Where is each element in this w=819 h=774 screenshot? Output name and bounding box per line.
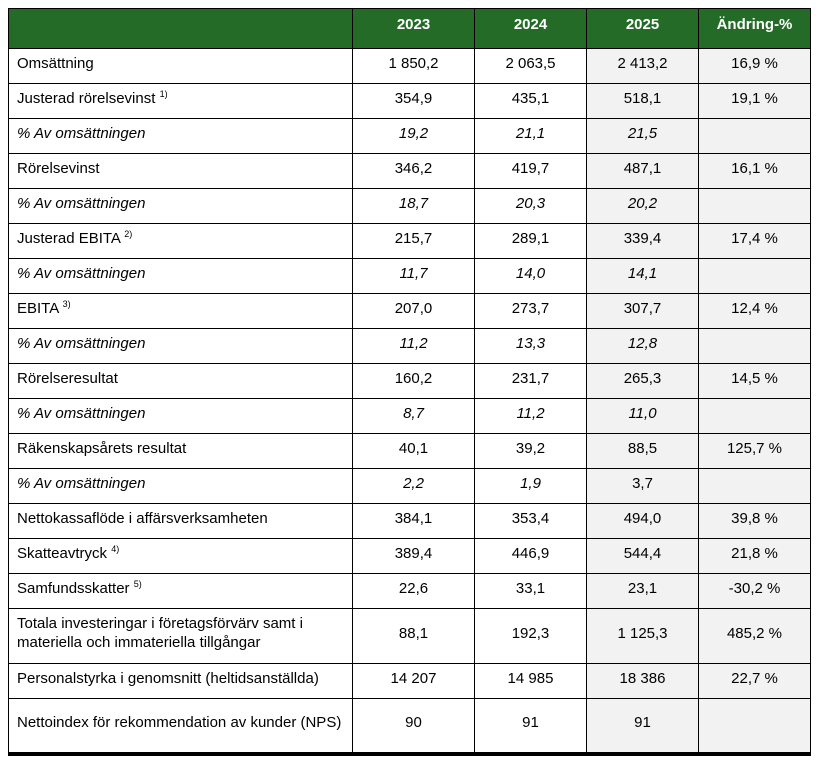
cell-2023: 389,4 bbox=[353, 539, 475, 574]
row-label: Justerad rörelsevinst $^{1)}$ bbox=[9, 84, 353, 119]
table-row bbox=[9, 119, 811, 154]
cell-2024: 353,4 bbox=[475, 504, 587, 539]
header-cell-2024: 2024 bbox=[475, 9, 587, 49]
table-body bbox=[9, 49, 811, 754]
cell-2024: 419,7 bbox=[475, 154, 587, 189]
cell-2024: 446,9 bbox=[475, 539, 587, 574]
row-label: % Av omsättningen bbox=[9, 259, 353, 294]
row-label: Personalstyrka i genomsnitt (heltidsanställda) bbox=[9, 664, 353, 699]
cell-2025: 23,1 bbox=[587, 574, 699, 609]
cell-2023: 40,1 bbox=[353, 434, 475, 469]
cell-change: 16,1 % bbox=[699, 154, 811, 189]
cell-2025: 12,8 bbox=[587, 329, 699, 364]
header-cell-empty bbox=[9, 9, 353, 49]
table-row bbox=[9, 259, 811, 294]
row-label: Justerad EBITA $^{2)}$ bbox=[9, 224, 353, 259]
cell-change: 17,4 % bbox=[699, 224, 811, 259]
cell-2023: 215,7 bbox=[353, 224, 475, 259]
cell-2025: 265,3 bbox=[587, 364, 699, 399]
table-row bbox=[9, 399, 811, 434]
cell-2024: 435,1 bbox=[475, 84, 587, 119]
cell-2024: 33,1 bbox=[475, 574, 587, 609]
row-label: Räkenskapsårets resultat bbox=[9, 434, 353, 469]
cell-change: 485,2 % bbox=[699, 609, 811, 664]
cell-change: 39,8 % bbox=[699, 504, 811, 539]
table-row bbox=[9, 84, 811, 119]
cell-2023: 90 bbox=[353, 699, 475, 754]
table-row bbox=[9, 609, 811, 664]
footnote-reference: 3) bbox=[62, 299, 71, 309]
cell-2023: 14 207 bbox=[353, 664, 475, 699]
cell-change: 12,4 % bbox=[699, 294, 811, 329]
row-label: % Av omsättningen bbox=[9, 399, 353, 434]
cell-2025: 1 125,3 bbox=[587, 609, 699, 664]
cell-2025: 14,1 bbox=[587, 259, 699, 294]
cell-2025: 487,1 bbox=[587, 154, 699, 189]
cell-2023: 8,7 bbox=[353, 399, 475, 434]
row-label: Samfundsskatter $^{5)}$ bbox=[9, 574, 353, 609]
row-label: % Av omsättningen bbox=[9, 119, 353, 154]
cell-2024: 2 063,5 bbox=[475, 49, 587, 84]
header-cell-2025: 2025 bbox=[587, 9, 699, 49]
table-row bbox=[9, 329, 811, 364]
cell-2025: 518,1 bbox=[587, 84, 699, 119]
cell-change: 22,7 % bbox=[699, 664, 811, 699]
table-row bbox=[9, 189, 811, 224]
table-row bbox=[9, 574, 811, 609]
row-label: Rörelsevinst bbox=[9, 154, 353, 189]
cell-2025: 21,5 bbox=[587, 119, 699, 154]
cell-change: 21,8 % bbox=[699, 539, 811, 574]
table-row bbox=[9, 224, 811, 259]
table-row bbox=[9, 49, 811, 84]
cell-change: 125,7 % bbox=[699, 434, 811, 469]
footnote-reference: 1) bbox=[159, 89, 168, 99]
cell-change: 16,9 % bbox=[699, 49, 811, 84]
cell-2025: 18 386 bbox=[587, 664, 699, 699]
cell-2025: 307,7 bbox=[587, 294, 699, 329]
cell-2023: 19,2 bbox=[353, 119, 475, 154]
cell-2025: 91 bbox=[587, 699, 699, 754]
cell-2025: 3,7 bbox=[587, 469, 699, 504]
footnote-reference: 5) bbox=[133, 579, 142, 589]
page bbox=[0, 8, 819, 774]
cell-2023: 207,0 bbox=[353, 294, 475, 329]
row-label: Nettoindex för rekommendation av kunder (NPS) bbox=[9, 699, 353, 754]
cell-2023: 22,6 bbox=[353, 574, 475, 609]
cell-2024: 231,7 bbox=[475, 364, 587, 399]
cell-2024: 1,9 bbox=[475, 469, 587, 504]
cell-2023: 88,1 bbox=[353, 609, 475, 664]
table-row bbox=[9, 504, 811, 539]
table-row bbox=[9, 364, 811, 399]
cell-2025: 494,0 bbox=[587, 504, 699, 539]
cell-2024: 39,2 bbox=[475, 434, 587, 469]
header-cell-change: Ändring-% bbox=[699, 9, 811, 49]
cell-change bbox=[699, 119, 811, 154]
cell-change bbox=[699, 699, 811, 754]
row-label: Rörelseresultat bbox=[9, 364, 353, 399]
cell-2025: 11,0 bbox=[587, 399, 699, 434]
cell-2025: 2 413,2 bbox=[587, 49, 699, 84]
header-cell-2023: 2023 bbox=[353, 9, 475, 49]
cell-change: -30,2 % bbox=[699, 574, 811, 609]
cell-2025: 88,5 bbox=[587, 434, 699, 469]
cell-2024: 13,3 bbox=[475, 329, 587, 364]
table-header bbox=[9, 9, 811, 49]
row-label: % Av omsättningen bbox=[9, 329, 353, 364]
cell-2023: 11,7 bbox=[353, 259, 475, 294]
cell-2025: 20,2 bbox=[587, 189, 699, 224]
cell-2024: 14 985 bbox=[475, 664, 587, 699]
cell-2024: 273,7 bbox=[475, 294, 587, 329]
footnote-reference: 2) bbox=[124, 229, 133, 239]
cell-2024: 20,3 bbox=[475, 189, 587, 224]
table-row bbox=[9, 664, 811, 699]
row-label: Omsättning bbox=[9, 49, 353, 84]
table-row bbox=[9, 294, 811, 329]
cell-2023: 354,9 bbox=[353, 84, 475, 119]
header-row bbox=[9, 9, 811, 49]
cell-2024: 14,0 bbox=[475, 259, 587, 294]
cell-2023: 18,7 bbox=[353, 189, 475, 224]
cell-2025: 339,4 bbox=[587, 224, 699, 259]
row-label: EBITA $^{3)}$ bbox=[9, 294, 353, 329]
cell-2024: 21,1 bbox=[475, 119, 587, 154]
cell-2023: 1 850,2 bbox=[353, 49, 475, 84]
row-label: % Av omsättningen bbox=[9, 469, 353, 504]
table-row bbox=[9, 699, 811, 754]
cell-2023: 2,2 bbox=[353, 469, 475, 504]
cell-change bbox=[699, 259, 811, 294]
cell-change: 14,5 % bbox=[699, 364, 811, 399]
cell-2024: 11,2 bbox=[475, 399, 587, 434]
table-row bbox=[9, 154, 811, 189]
row-label: Skatteavtryck $^{4)}$ bbox=[9, 539, 353, 574]
cell-change bbox=[699, 469, 811, 504]
cell-change bbox=[699, 399, 811, 434]
cell-2025: 544,4 bbox=[587, 539, 699, 574]
cell-2024: 91 bbox=[475, 699, 587, 754]
footnote-reference: 4) bbox=[111, 544, 120, 554]
cell-change bbox=[699, 189, 811, 224]
row-label: Totala investeringar i företagsförvärv samt i materiella och immateriella tillgångar bbox=[9, 609, 353, 664]
cell-change bbox=[699, 329, 811, 364]
cell-2024: 192,3 bbox=[475, 609, 587, 664]
table-row bbox=[9, 469, 811, 504]
table-row bbox=[9, 539, 811, 574]
cell-2024: 289,1 bbox=[475, 224, 587, 259]
table-row bbox=[9, 434, 811, 469]
cell-2023: 384,1 bbox=[353, 504, 475, 539]
cell-2023: 11,2 bbox=[353, 329, 475, 364]
financial-summary-table bbox=[8, 8, 811, 756]
cell-2023: 160,2 bbox=[353, 364, 475, 399]
cell-change: 19,1 % bbox=[699, 84, 811, 119]
row-label: Nettokassaflöde i affärsverksamheten bbox=[9, 504, 353, 539]
row-label: % Av omsättningen bbox=[9, 189, 353, 224]
cell-2023: 346,2 bbox=[353, 154, 475, 189]
